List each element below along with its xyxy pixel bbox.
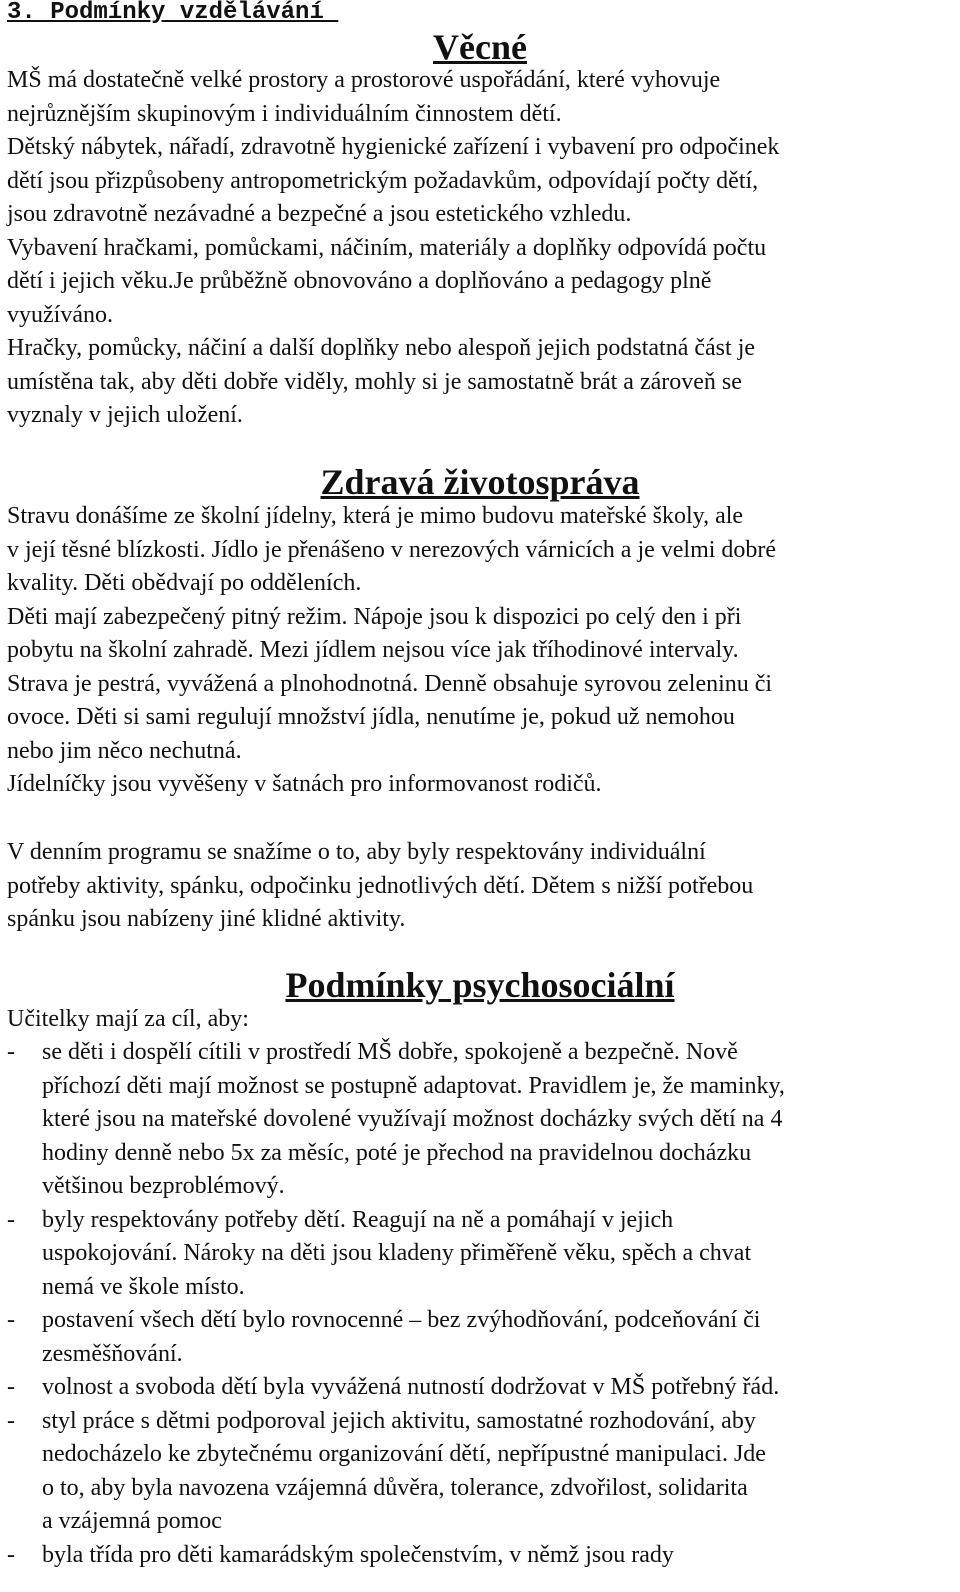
- main-heading: 3. Podmínky vzdělávání: [7, 0, 339, 26]
- text-line: byly respektovány potřeby dětí. Reagují na ně a pomáhají v jejich: [42, 1206, 674, 1233]
- section-title-psychosocialni: Podmínky psychosociální: [285, 965, 675, 1005]
- text-line: kvality. Děti obědvají po odděleních.: [7, 570, 362, 596]
- text-line: byla třída pro děti kamarádským společenstvím, v němž jsou rady: [42, 1541, 674, 1568]
- vecne-paragraph: [7, 64, 949, 433]
- text-line: spánku jsou nabízeny jiné klidné aktivity.: [7, 906, 406, 932]
- dash-bullet: -: [7, 1039, 15, 1065]
- text-line: ovoce. Děti si sami regulují množství jídla, nenutíme je, pokud už nemohou: [7, 704, 735, 730]
- text-line: v její těsné blízkosti. Jídlo je přenášeno v nerezových várnicích a je velmi dobré: [7, 536, 777, 563]
- text-line: hodiny denně nebo 5x za měsíc, poté je přechod na pravidelnou docházku: [42, 1139, 752, 1166]
- list-item: [7, 1304, 952, 1371]
- text-line: dětí i jejich věku.Je průběžně obnovováno a doplňováno a pedagogy plně: [7, 268, 712, 294]
- text-line: V denním programu se snažíme o to, aby byly respektovány individuální: [7, 839, 706, 865]
- text-line: příchozí děti mají možnost se postupně adaptovat. Pravidlem je, že maminky,: [42, 1072, 785, 1099]
- text-line: nebo jim něco nechutná.: [7, 737, 242, 764]
- text-line: MŠ má dostatečně velké prostory a prostorové uspořádání, které vyhovuje: [7, 67, 721, 93]
- text-line: dětí jsou přizpůsobeny antropometrickým požadavkům, odpovídají počty dětí,: [7, 167, 759, 194]
- text-line: volnost a svoboda dětí byla vyvážená nutností dodržovat v MŠ potřebný řád.: [42, 1374, 780, 1400]
- dash-bullet: -: [7, 1307, 15, 1333]
- text-line: Vybavení hračkami, pomůckami, náčiním, materiály a doplňky odpovídá počtu: [7, 234, 767, 261]
- zdrava-paragraph: [7, 500, 949, 802]
- list-item: [7, 1371, 952, 1405]
- text-line: Dětský nábytek, nářadí, zdravotně hygienické zařízení i vybavení pro odpočinek: [7, 134, 780, 160]
- text-line: většinou bezproblémový.: [42, 1173, 285, 1199]
- text-line: které jsou na mateřské dovolené využívají možnost docházky svých dětí na 4: [42, 1106, 783, 1132]
- text-line: Učitelky mají za cíl, aby:: [7, 1006, 249, 1032]
- section-title-vecne: Věcné: [433, 27, 527, 67]
- text-line: Děti mají zabezpečený pitný režim. Nápoje jsou k dispozici po celý den i při: [7, 603, 742, 630]
- text-line: a vzájemná pomoc: [42, 1508, 222, 1534]
- text-line: styl práce s dětmi podporoval jejich aktivitu, samostatné rozhodování, aby: [42, 1407, 756, 1434]
- list-item: [7, 1204, 952, 1305]
- psycho-goals-list: [7, 1036, 952, 1572]
- text-line: potřeby aktivity, spánku, odpočinku jednotlivých dětí. Dětem s nižší potřebou: [7, 872, 754, 899]
- text-line: jsou zdravotně nezávadné a bezpečné a jsou estetického vzhledu.: [7, 201, 632, 227]
- text-line: pobytu na školní zahradě. Mezi jídlem nejsou více jak tříhodinové intervaly.: [7, 637, 739, 663]
- text-line: postavení všech dětí bylo rovnocenné – bez zvýhodňování, podceňování či: [42, 1307, 761, 1333]
- text-line: uspokojování. Nároky na děti jsou kladeny přiměřeně věku, spěch a chvat: [42, 1240, 752, 1266]
- dash-bullet: -: [7, 1374, 15, 1400]
- text-line: Hračky, pomůcky, náčiní a další doplňky nebo alespoň jejich podstatná část je: [7, 335, 756, 361]
- dash-bullet: -: [7, 1206, 15, 1233]
- dash-bullet: -: [7, 1407, 15, 1434]
- list-item: [7, 1405, 952, 1539]
- text-line: nemá ve škole místo.: [42, 1273, 245, 1300]
- section-title-zdrava-zivotosprava: Zdravá životospráva: [320, 462, 640, 502]
- text-line: o to, aby byla navozena vzájemná důvěra, tolerance, zdvořilost, solidarita: [42, 1474, 748, 1501]
- text-line: umístěna tak, aby děti dobře viděly, mohly si je samostatně brát a zároveň se: [7, 368, 742, 395]
- text-line: Strava je pestrá, vyvážená a plnohodnotná. Denně obsahuje syrovou zeleninu či: [7, 670, 773, 697]
- psycho-intro: [7, 1003, 949, 1037]
- program-paragraph: [7, 836, 949, 937]
- text-line: nedocházelo ke zbytečnému organizování dětí, nepřípustné manipulaci. Jde: [42, 1441, 766, 1467]
- text-line: se děti i dospělí cítili v prostředí MŠ dobře, spokojeně a bezpečně. Nově: [42, 1039, 738, 1065]
- text-line: zesměšňování.: [42, 1340, 183, 1367]
- text-line: vyznaly v jejich uložení.: [7, 402, 243, 428]
- dash-bullet: -: [7, 1541, 15, 1568]
- text-line: Jídelníčky jsou vyvěšeny v šatnách pro informovanost rodičů.: [7, 771, 602, 797]
- list-item: [7, 1036, 952, 1204]
- text-line: využíváno.: [7, 301, 113, 328]
- text-line: Stravu donášíme ze školní jídelny, která je mimo budovu mateřské školy, ale: [7, 503, 744, 529]
- list-item: [7, 1539, 952, 1573]
- text-line: nejrůznějším skupinovým i individuálním činnostem dětí.: [7, 100, 562, 127]
